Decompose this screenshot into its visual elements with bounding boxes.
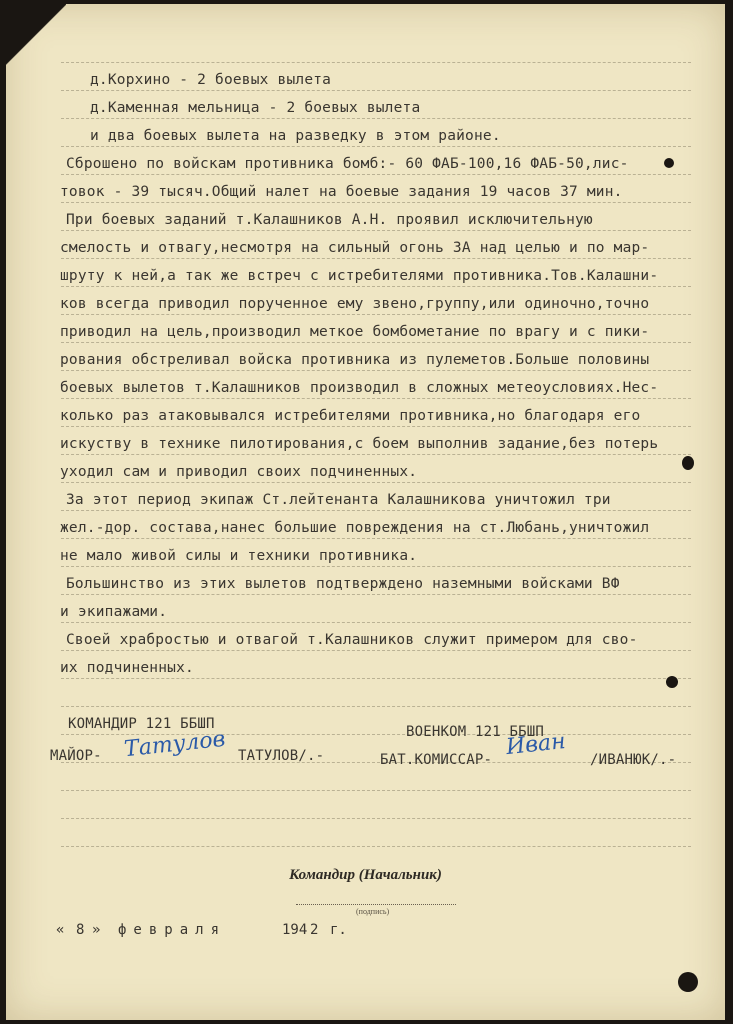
ruled-line [61,342,691,343]
commissar-title: ВОЕНКОМ 121 ББШП [406,724,545,740]
ruled-line [61,846,691,847]
text-line: За этот период экипаж Ст.лейтенанта Калашникова уничтожил три [66,492,611,508]
ruled-line [61,90,691,91]
ruled-line [61,398,691,399]
text-line: Сброшено по войскам противника бомб:- 60 ФАБ-100,16 ФАБ-50,лис- [66,156,629,172]
text-line: Своей храбростью и отвагой т.Калашников служит примером для сво- [66,632,638,648]
ruled-line [61,146,691,147]
text-line: боевых вылетов т.Калашников производил в сложных метеоусловиях.Нес- [60,380,659,396]
commander-rank: МАЙОР- [50,748,102,764]
ruled-line [61,566,691,567]
signature-label: (подпись) [356,907,390,916]
ruled-line [61,818,691,819]
ruled-line [61,202,691,203]
ruled-line [61,230,691,231]
ruled-line [61,454,691,455]
ruled-line [61,286,691,287]
signature-line [296,904,456,905]
text-line: их подчиненных. [60,660,194,676]
text-line: рования обстреливал войска противника из пулеметов.Больше половины [60,352,650,368]
ruled-line [61,426,691,427]
commander-title: КОМАНДИР 121 ББШП [68,716,215,732]
commander-signature: Татулов [122,726,227,763]
text-line: смелость и отвагу,несмотря на сильный огонь ЗА над целью и по мар- [60,240,650,256]
text-line: не мало живой силы и техники противника. [60,548,418,564]
punch-hole [682,456,694,470]
punch-hole [666,676,678,688]
punch-hole [664,158,674,168]
commissar-rank: БАТ.КОМИССАР- [380,752,493,768]
ruled-line [61,622,691,623]
ruled-line [61,538,691,539]
text-line: д.Каменная мельница - 2 боевых вылета [90,100,421,116]
ruled-line [61,482,691,483]
text-line: Большинство из этих вылетов подтверждено наземными войсками ВФ [66,576,620,592]
date-year-prefix: 194 [282,922,308,938]
date-open-quote: « [56,922,65,938]
text-line: уходил сам и приводил своих подчиненных. [60,464,418,480]
commissar-signature: Иван [504,728,567,761]
text-line: и два боевых вылета на разведку в этом районе. [90,128,501,144]
text-line: и экипажами. [60,604,168,620]
date-close-quote: » [92,922,101,938]
text-line: жел.-дор. состава,нанес большие повреждения на ст.Любань,уничтожил [60,520,650,536]
punch-hole [678,972,698,992]
date-day: 8 [76,922,85,938]
text-line: товок - 39 тысяч.Общий налет на боевые задания 19 часов 37 мин. [60,184,623,200]
ruled-line [61,790,691,791]
date-year-unit: г. [330,922,347,938]
text-line: При боевых заданий т.Калашников А.Н. проявил исключительную [66,212,593,228]
text-line: колько раз атаковывался истребителями противника,но благодаря его [60,408,641,424]
text-line: шруту к ней,а так же встреч с истребителями противника.Тов.Калашни- [60,268,659,284]
ruled-line [61,706,691,707]
text-line: искуству в технике пилотирования,с боем выполнив задание,без потерь [60,436,659,452]
ruled-line [61,678,691,679]
commander-name: ТАТУЛОВ/.- [238,748,325,764]
text-line: д.Корхино - 2 боевых вылета [90,72,332,88]
document-page [6,4,725,1020]
ruled-line [61,650,691,651]
text-line: приводил на цель,производил меткое бомбометание по врагу и с пики- [60,324,650,340]
ruled-line [61,510,691,511]
ruled-line [61,174,691,175]
commissar-name: /ИВАНЮК/.- [590,752,677,768]
date-year-suffix: 2 [310,922,319,938]
ruled-line [61,594,691,595]
ruled-line [61,118,691,119]
ruled-line [61,62,691,63]
ruled-line [61,370,691,371]
ruled-line [61,258,691,259]
date-month: февраля [118,922,227,938]
text-line: ков всегда приводил порученное ему звено,группу,или одиночно,точно [60,296,650,312]
ruled-line [61,314,691,315]
form-title: Командир (Начальник) [289,867,442,883]
